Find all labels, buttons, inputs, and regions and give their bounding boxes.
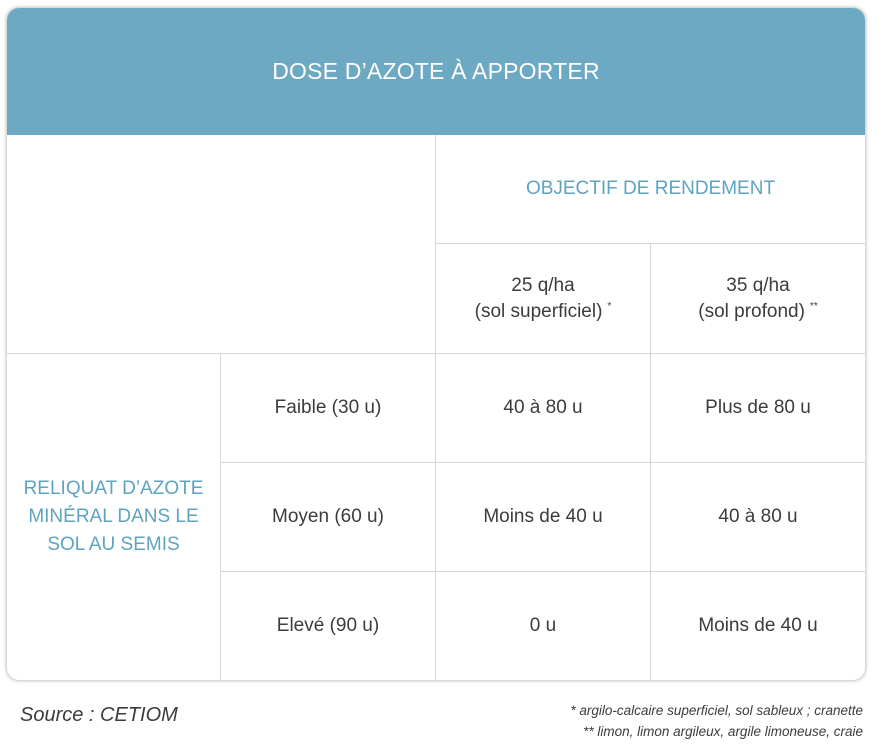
column-soil: (sol profond) **	[698, 300, 818, 322]
objective-header: OBJECTIF DE RENDEMENT	[525, 178, 776, 199]
table-cell: 40 à 80 u	[503, 397, 583, 418]
row-label: Moyen (60 u)	[272, 506, 384, 527]
table-cell: Moins de 40 u	[698, 615, 818, 636]
footnote: ** limon, limon argileux, argile limoneuse, craie	[583, 724, 863, 739]
nitrogen-dose-table	[7, 8, 865, 680]
footnotes	[570, 700, 863, 742]
row-label: Faible (30 u)	[274, 397, 382, 418]
row-label: Elevé (90 u)	[276, 615, 380, 636]
column-soil: (sol superficiel) *	[474, 300, 612, 322]
table-cell: Plus de 80 u	[705, 397, 811, 418]
footnote: * argilo-calcaire superficiel, sol sableux ; cranette	[570, 703, 863, 718]
column-yield: 35 q/ha	[726, 274, 790, 296]
table-cell: 40 à 80 u	[718, 506, 798, 527]
table-title: DOSE D’AZOTE À APPORTER	[7, 8, 865, 135]
source-credit: Source : CETIOM	[20, 704, 178, 726]
column-header-35	[651, 244, 865, 353]
row-group-label: RELIQUAT D’AZOTE MINÉRAL DANS LE SOL AU SEMIS	[23, 478, 204, 555]
column-header-25	[436, 244, 650, 353]
footnote-marker: *	[607, 301, 612, 313]
table-cell: Moins de 40 u	[483, 506, 603, 527]
column-yield: 25 q/ha	[511, 274, 575, 296]
table-grid	[7, 135, 865, 680]
footnote-marker: **	[809, 301, 818, 313]
table-cell: 0 u	[529, 615, 557, 636]
